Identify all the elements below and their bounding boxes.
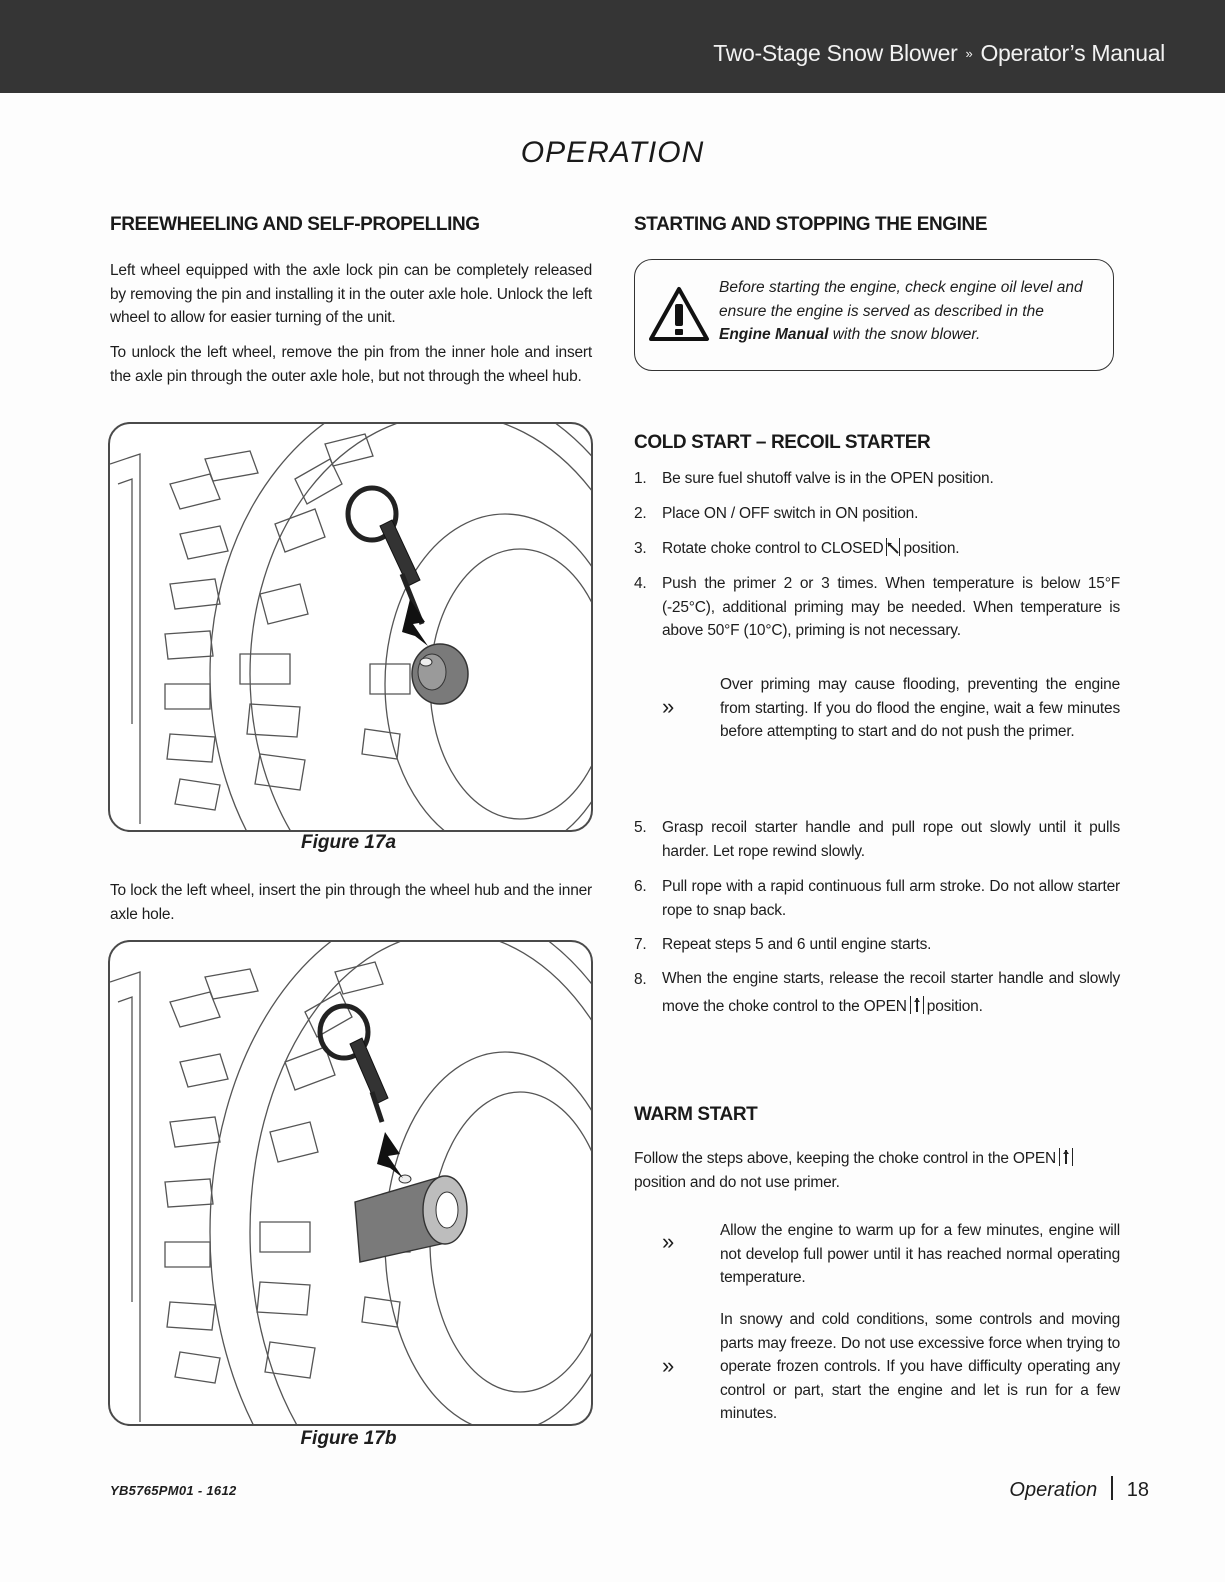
wheel-unlocked-drawing xyxy=(110,424,591,830)
figure-17a-illustration xyxy=(108,422,593,832)
frozen-controls-note-text: In snowy and cold conditions, some controls and moving parts may freeze. Do not use excessive force when trying to operate frozen controls. If you have difficulty operating any control or part, start the engine and let is run for a few minutes. xyxy=(720,1311,1120,1422)
step-number: 4. xyxy=(634,575,647,592)
warning-text xyxy=(719,276,1095,347)
step-text xyxy=(662,537,1120,561)
warm-start-text-before: Follow the steps above, keeping the choke control in the OPEN xyxy=(634,1150,1057,1167)
step-number: 1. xyxy=(634,470,647,487)
note-chevron-icon: » xyxy=(662,694,675,719)
warm-start-heading: WARM START xyxy=(634,1104,758,1125)
warning-text-before: Before starting the engine, check engine oil level and ensure the engine is served as described in the xyxy=(719,279,1083,320)
step-text-before: When the engine starts, release the recoil starter handle and slowly move the choke control to the OPEN xyxy=(662,970,1120,1015)
starting-stopping-heading: STARTING AND STOPPING THE ENGINE xyxy=(634,214,988,235)
warning-engine-bold: Engine xyxy=(719,326,771,343)
page-footer xyxy=(1009,1476,1149,1502)
note-chevron-icon: » xyxy=(662,1353,675,1378)
priming-note xyxy=(662,673,1120,744)
figure-17a-caption: Figure 17a xyxy=(300,832,397,853)
footer-section: Operation xyxy=(1009,1479,1098,1501)
step-text-before: Rotate choke control to CLOSED xyxy=(662,540,884,557)
priming-note-text: Over priming may cause flooding, preventing the engine from starting. If you do flood the engine, wait a few minutes before attempting to start and do not push the primer. xyxy=(720,676,1120,740)
figure-17b-caption: Figure 17b xyxy=(300,1428,397,1449)
step-text: Grasp recoil starter handle and pull rope out slowly until it pulls harder. Let rope rewind slowly. xyxy=(662,819,1120,860)
footer-divider xyxy=(1111,1476,1113,1500)
step-number: 8. xyxy=(634,971,647,988)
warning-manual-bold: Manual xyxy=(774,326,829,343)
header-bar xyxy=(0,0,1225,93)
header-title-left: Two-Stage Snow Blower xyxy=(713,40,958,66)
step-text: Place ON / OFF switch in ON position. xyxy=(662,505,919,522)
step-text: Repeat steps 5 and 6 until engine starts. xyxy=(662,936,932,953)
step-number: 5. xyxy=(634,819,647,836)
warm-up-note xyxy=(662,1219,1120,1290)
freewheeling-heading: FREEWHEELING AND SELF-PROPELLING xyxy=(110,214,480,235)
note-chevron-icon: » xyxy=(662,1229,675,1254)
cold-start-heading: COLD START – RECOIL STARTER xyxy=(634,432,931,453)
wheel-locked-drawing xyxy=(110,942,591,1424)
choke-open-icon xyxy=(910,996,924,1014)
figure-17b-illustration xyxy=(108,940,593,1426)
step-number: 6. xyxy=(634,878,647,895)
step-text: Pull rope with a rapid continuous full arm stroke. Do not allow starter rope to snap back. xyxy=(662,878,1120,919)
step-text xyxy=(662,965,1120,1021)
warm-start-para xyxy=(634,1147,1120,1194)
warning-box xyxy=(634,259,1114,371)
choke-open-icon xyxy=(1059,1148,1073,1166)
freewheeling-para-1: Left wheel equipped with the axle lock pin can be completely released by removing the pin and installing it in the outer axle hole. Unlock the left wheel to allow for easier turning of the unit. xyxy=(110,262,592,326)
document-code: YB5765PM01 - 1612 xyxy=(110,1483,237,1498)
freewheeling-para-3: To lock the left wheel, insert the pin through the wheel hub and the inner axle hole. xyxy=(110,882,592,923)
step-number: 3. xyxy=(634,540,647,557)
header-separator: » xyxy=(965,46,973,61)
header-title-right: Operator’s Manual xyxy=(980,40,1165,66)
freewheeling-para-2: To unlock the left wheel, remove the pin from the inner hole and insert the axle pin through the outer axle hole, but not through the wheel hub. xyxy=(110,344,592,385)
header-title xyxy=(713,40,1165,67)
warning-text-after: with the snow blower. xyxy=(828,326,981,343)
page-title: OPERATION xyxy=(520,136,705,169)
frozen-controls-note xyxy=(662,1308,1120,1426)
choke-closed-icon xyxy=(886,538,900,556)
page-number: 18 xyxy=(1126,1479,1149,1501)
step-text: Be sure fuel shutoff valve is in the OPEN position. xyxy=(662,470,994,487)
step-number: 7. xyxy=(634,936,647,953)
step-text-after: position. xyxy=(926,998,983,1015)
warning-triangle-icon xyxy=(648,286,710,342)
step-number: 2. xyxy=(634,505,647,522)
step-text-after: position. xyxy=(903,540,960,557)
warm-start-text-after: position and do not use primer. xyxy=(634,1173,840,1191)
step-text: Push the primer 2 or 3 times. When temperature is below 15°F (-25°C), additional priming may be needed. When temperature is above 50°F (10°C), priming is not necessary. xyxy=(662,575,1120,639)
warm-up-note-text: Allow the engine to warm up for a few minutes, engine will not develop full power until it has reached normal operating temperature. xyxy=(720,1222,1120,1286)
